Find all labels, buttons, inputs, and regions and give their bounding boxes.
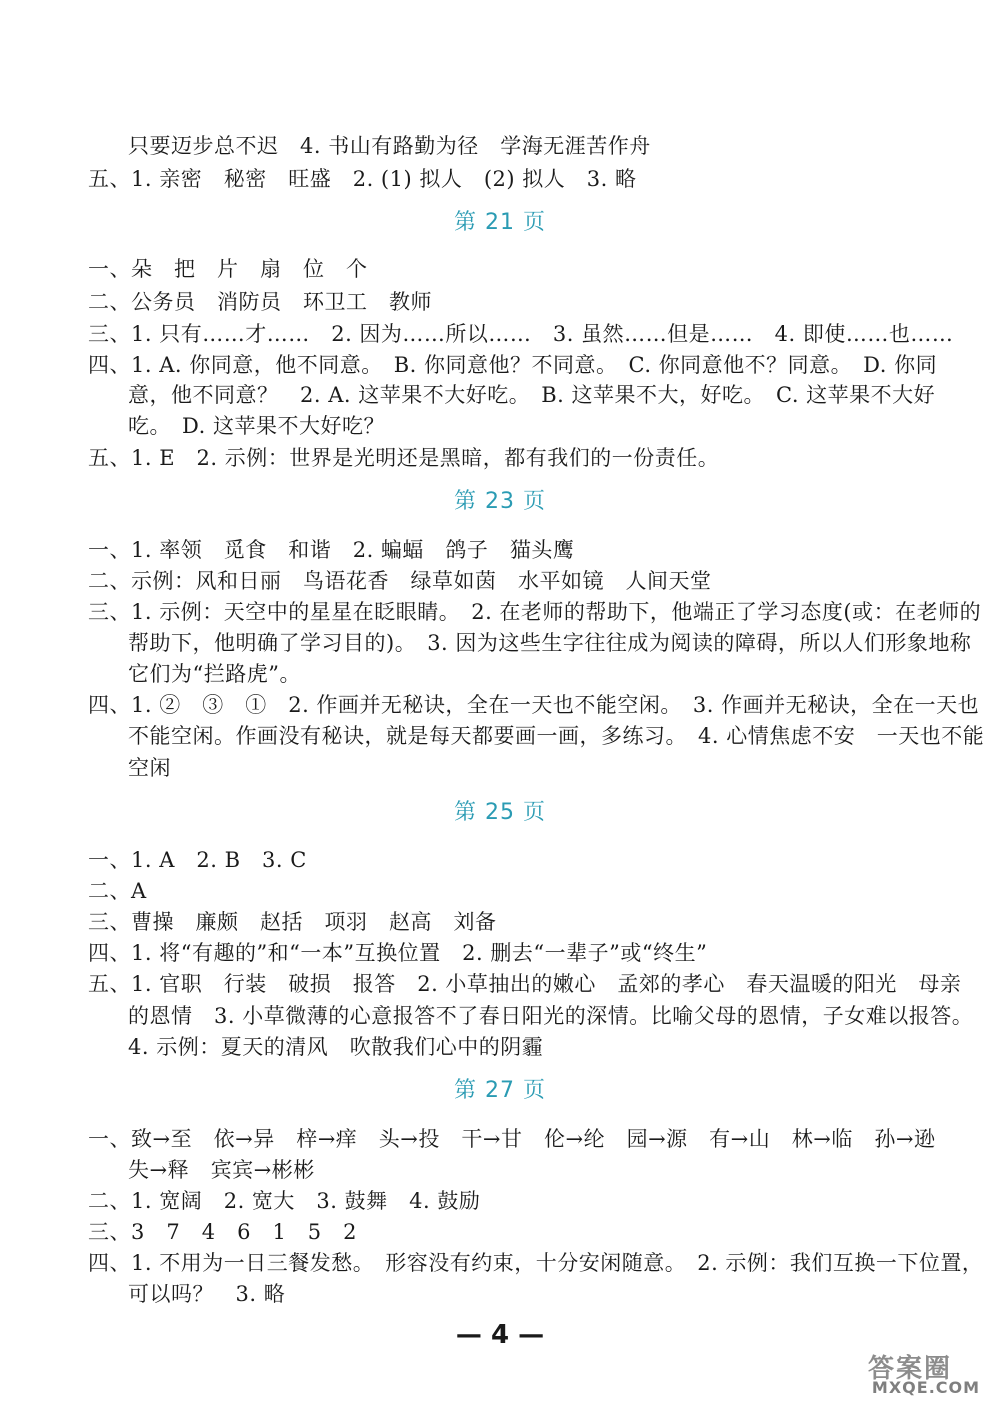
section-heading: 第 23 页 (454, 489, 546, 514)
answer-line: 一、朵 把 片 扇 位 个 (88, 257, 368, 281)
section-heading: 第 21 页 (454, 210, 546, 235)
answer-line: 二、A (88, 879, 147, 903)
answer-line: 三、3 7 4 6 1 5 2 (88, 1220, 358, 1244)
answer-line: 五、1. 官职 行装 破损 报答 2. 小草抽出的嫩心 孟郊的孝心 春天温暖的阳光 母亲 (88, 972, 962, 996)
answer-line: 四、1. 不用为一日三餐发愁。 形容没有约束，十分安闲随意。 2. 示例：我们互换一下位置， (88, 1251, 984, 1275)
answer-line: 只要迈步总不迟 4. 书山有路勤为径 学海无涯苦作舟 (128, 134, 651, 158)
answer-line: 五、1. 亲密 秘密 旺盛 2. (1) 拟人 (2) 拟人 3. 略 (88, 167, 637, 191)
answer-line: 三、1. 示例：天空中的星星在眨眼睛。 2. 在老师的帮助下，他端正了学习态度(或：在老师的 (88, 600, 982, 624)
answer-line: 五、1. E 2. 示例：世界是光明还是黑暗，都有我们的一份责任。 (88, 446, 720, 470)
answer-line: 不能空闲。作画没有秘诀，就是每天都要画一画，多练习。 4. 心情焦虑不安 一天也不能 (128, 724, 985, 748)
answer-line: 吃。 D. 这苹果不大好吃？ (128, 414, 385, 438)
answer-line: 二、1. 宽阔 2. 宽大 3. 鼓舞 4. 鼓励 (88, 1189, 481, 1213)
section-heading: 第 25 页 (454, 800, 546, 825)
answer-line: 四、1. A. 你同意，他不同意。 B. 你同意他？不同意。 C. 你同意他不？同意。 D. 你同 (88, 353, 938, 377)
answer-line: 的恩情 3. 小草微薄的心意报答不了春日阳光的深情。比喻父母的恩情，子女难以报答。 (128, 1004, 974, 1028)
answer-line: 四、1. ② ③ ① 2. 作画并无秘诀，全在一天也不能空闲。 3. 作画并无秘诀，全在一天也 (88, 693, 980, 717)
answer-line: 一、1. A 2. B 3. C (88, 848, 307, 872)
page-number: — 4 — (455, 1320, 545, 1350)
answer-line: 空闲 (128, 756, 171, 780)
answer-line: 二、示例：风和日丽 鸟语花香 绿草如茵 水平如镜 人间天堂 (88, 569, 712, 593)
watermark-logo: 答案圈 (868, 1354, 953, 1384)
answer-line: 意，他不同意？ 2. A. 这苹果不大好吃。 B. 这苹果不大，好吃。 C. 这苹果不大好 (128, 383, 936, 407)
answer-line: 它们为“拦路虎”。 (128, 662, 301, 686)
watermark (860, 1348, 992, 1396)
answer-line: 可以吗？ 3. 略 (128, 1282, 286, 1306)
answer-line: 帮助下，他明确了学习目的)。 3. 因为这些生字往往成为阅读的障碍，所以人们形象地称 (128, 631, 972, 655)
answer-line: 4. 示例：夏天的清风 吹散我们心中的阴霾 (128, 1035, 544, 1059)
answer-line: 一、1. 率领 觅食 和谐 2. 蝙蝠 鸽子 猫头鹰 (88, 538, 575, 562)
answer-line: 三、曹操 廉颇 赵括 项羽 赵高 刘备 (88, 910, 497, 934)
answer-line: 三、1. 只有……才…… 2. 因为……所以…… 3. 虽然……但是…… 4. 即使……也…… (88, 322, 954, 346)
section-heading: 第 27 页 (454, 1078, 546, 1103)
watermark-url: MXQE.COM (871, 1378, 981, 1397)
answer-line: 四、1. 将“有趣的”和“一本”互换位置 2. 删去“一辈子”或“终生” (88, 941, 708, 965)
answer-line: 一、致→至 依→异 梓→痒 头→投 干→甘 伦→纶 园→源 有→山 林→临 孙→逊 (88, 1127, 936, 1151)
answer-line: 二、公务员 消防员 环卫工 教师 (88, 290, 432, 314)
answer-line: 失→释 宾宾→彬彬 (128, 1158, 315, 1182)
